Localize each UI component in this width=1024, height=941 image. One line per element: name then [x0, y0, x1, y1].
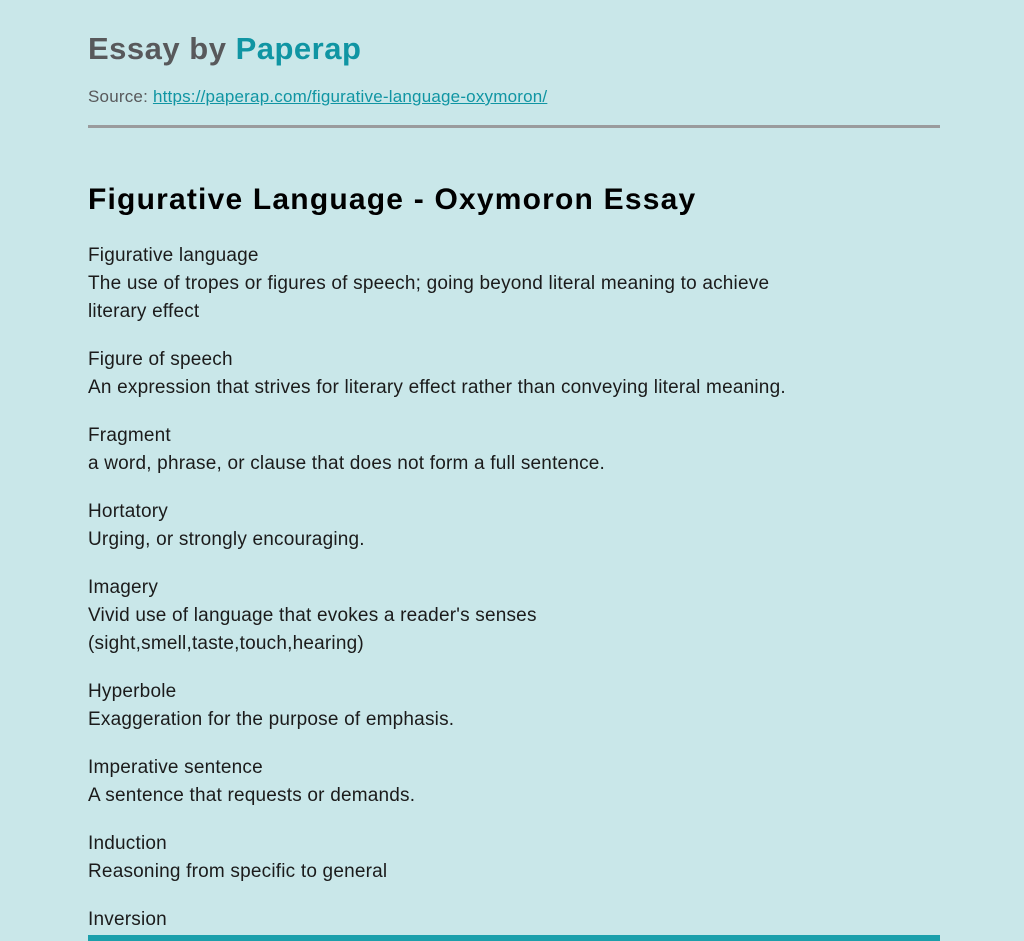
site-title-prefix: Essay by	[88, 31, 227, 66]
term: Hortatory	[88, 501, 168, 522]
glossary-entry	[88, 574, 940, 658]
definition-line: Exaggeration for the purpose of emphasis.	[88, 709, 455, 730]
cutoff-teal-bar	[88, 935, 940, 941]
article-title: Figurative Language - Oxymoron Essay	[88, 183, 697, 216]
term: Inversion	[88, 909, 167, 930]
glossary-entry	[88, 498, 940, 554]
definition-line: (sight,smell,taste,touch,hearing)	[88, 633, 364, 654]
term: Figure of speech	[88, 349, 233, 370]
source-line	[88, 86, 940, 107]
term: Hyperbole	[88, 681, 177, 702]
definition-line: Vivid use of language that evokes a reader's senses	[88, 605, 537, 626]
glossary-entry	[88, 754, 940, 810]
term: Figurative language	[88, 245, 259, 266]
glossary-entry	[88, 242, 940, 326]
term: Imagery	[88, 577, 159, 598]
source-label: Source:	[88, 87, 148, 106]
brand-link[interactable]: Paperap	[235, 31, 362, 66]
glossary-entry	[88, 346, 940, 402]
content-column	[88, 30, 940, 934]
site-header	[88, 30, 940, 68]
source-url-link[interactable]: https://paperap.com/figurative-language-oxymoron/	[152, 87, 548, 106]
term: Induction	[88, 833, 167, 854]
glossary-entry	[88, 678, 940, 734]
definition-line: literary effect	[88, 301, 200, 322]
glossary-entry	[88, 422, 940, 478]
definition-line: An expression that strives for literary effect rather than conveying literal meaning.	[88, 377, 786, 398]
glossary	[88, 242, 940, 934]
definition-line: A sentence that requests or demands.	[88, 785, 416, 806]
definition-line: The use of tropes or figures of speech; going beyond literal meaning to achieve	[88, 273, 770, 294]
definition-line: Reasoning from specific to general	[88, 861, 388, 882]
glossary-entry	[88, 906, 940, 934]
term: Fragment	[88, 425, 171, 446]
definition-line: Urging, or strongly encouraging.	[88, 529, 365, 550]
term: Imperative sentence	[88, 757, 263, 778]
glossary-entry	[88, 830, 940, 886]
horizontal-divider	[88, 125, 940, 128]
definition-line: a word, phrase, or clause that does not form a full sentence.	[88, 453, 606, 474]
